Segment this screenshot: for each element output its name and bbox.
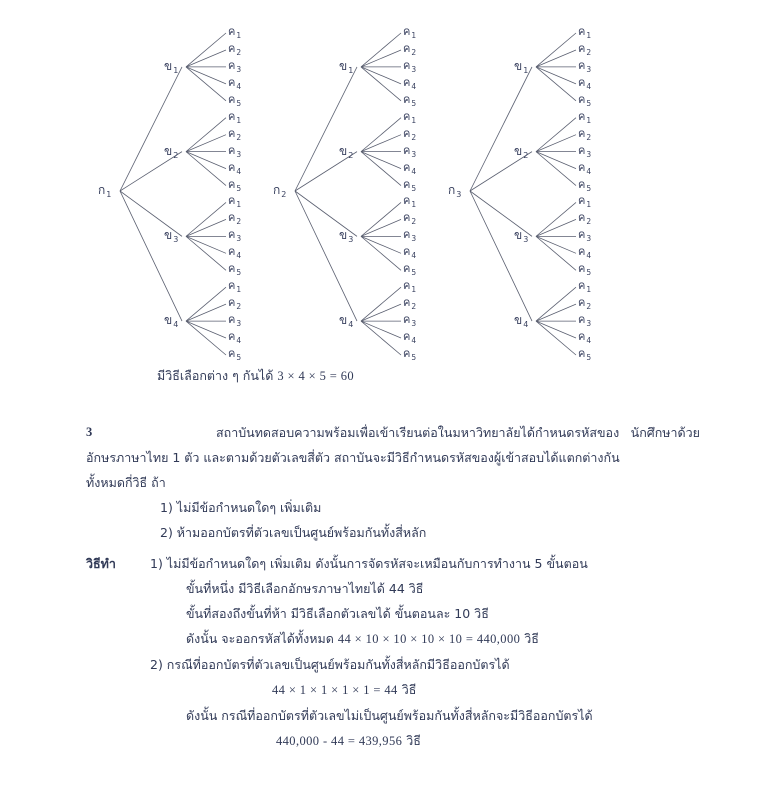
tree-1-leaf-label-2-5: ค$_5$	[228, 177, 242, 193]
tree-1-leaf-label-3-2: ค$_2$	[228, 211, 242, 227]
tree-1-leaf-label-4-3: ค$_3$	[228, 313, 242, 329]
tree-3-leaf-label-4-3: ค$_3$	[578, 313, 592, 329]
tree-2-leaf-label-4-1: ค$_1$	[403, 279, 417, 295]
tree-2-leaf-label-3-1: ค$_1$	[403, 194, 417, 210]
tree-2-leaf-label-2-5: ค$_5$	[403, 177, 417, 193]
tree-1-mid-label-2: ข$_2$	[164, 143, 179, 160]
document-body	[0, 420, 768, 754]
solution-case2-result-math: 440,000 - 44 = 439,956	[276, 734, 403, 748]
tree-2-mid-label-1: ข$_1$	[339, 58, 354, 75]
tree-diagram-svg	[0, 0, 768, 360]
tree-diagram-area	[0, 0, 768, 360]
tree-1-leaf-label-1-3: ค$_3$	[228, 58, 242, 74]
tree-1-leaf-label-1-4: ค$_4$	[228, 75, 242, 91]
question-line-3: ทั้งหมดกี่วิธี ถ้า	[86, 475, 166, 490]
tree-2-leaf-label-1-1: ค$_1$	[403, 25, 417, 40]
tree-3-leaf-label-1-1: ค$_1$	[578, 25, 592, 40]
tree-2-leaf-label-4-5: ค$_5$	[403, 347, 417, 362]
tree-1-root-label: ก$_1$	[98, 183, 112, 199]
tree-3-root-label: ก$_3$	[448, 183, 462, 199]
diagram-caption-text: มีวิธีเลือกต่าง ๆ กันได้	[157, 368, 274, 383]
tree-2-leaf-label-1-5: ค$_5$	[403, 92, 417, 108]
tree-1-leaf-label-3-4: ค$_4$	[228, 245, 242, 261]
tree-1-leaf-label-1-1: ค$_1$	[228, 25, 242, 40]
tree-1-leaf-label-2-1: ค$_1$	[228, 109, 242, 125]
tree-1-mid-label-3: ข$_3$	[164, 228, 179, 245]
tree-2-leaf-label-2-4: ค$_4$	[403, 160, 417, 176]
tree-3-mid-label-2: ข$_2$	[514, 143, 529, 160]
solution-case2-head: 2) กรณีที่ออกบัตรที่ตัวเลขเป็นศูนย์พร้อมกันทั้งสี่หลักมีวิธีออกบัตรได้	[150, 657, 510, 672]
tree-3-leaf-label-2-1: ค$_1$	[578, 109, 592, 125]
tree-3-leaf-label-1-2: ค$_2$	[578, 41, 592, 57]
tree-1-leaf-label-4-4: ค$_4$	[228, 330, 242, 346]
tree-2-leaf-label-4-4: ค$_4$	[403, 330, 417, 346]
tree-3-leaf-label-2-4: ค$_4$	[578, 160, 592, 176]
tree-2-leaf-label-2-2: ค$_2$	[403, 126, 417, 142]
tree-2-mid-label-2: ข$_2$	[339, 143, 354, 160]
tree-2-leaf-label-1-4: ค$_4$	[403, 75, 417, 91]
tree-2-mid-label-4: ข$_4$	[339, 313, 354, 330]
solution-case1-step2: ขั้นที่สองถึงขั้นที่ห้า มีวิธีเลือกตัวเลขได้ ขั้นตอนละ 10 วิธี	[186, 606, 489, 621]
tree-1-leaf-label-1-5: ค$_5$	[228, 92, 242, 108]
tree-3-mid-label-1: ข$_1$	[514, 58, 529, 75]
tree-1-leaf-label-2-4: ค$_4$	[228, 160, 242, 176]
diagram-caption-math: 3 × 4 × 5 = 60	[277, 369, 355, 383]
tree-3-leaf-label-1-4: ค$_4$	[578, 75, 592, 91]
tree-3-mid-label-3: ข$_3$	[514, 228, 529, 245]
solution-block	[0, 551, 768, 754]
solution-case2-math	[0, 677, 768, 703]
tree-2-leaf-label-3-2: ค$_2$	[403, 211, 417, 227]
tree-2-leaf-label-3-5: ค$_5$	[403, 262, 417, 278]
solution-case1-head: 1) ไม่มีข้อกำหนดใดๆ เพิ่มเติม ดังนั้นการจัดรหัสจะเหมือนกับการทำงาน 5 ขั้นตอน	[150, 556, 588, 571]
tree-1-leaf-label-4-1: ค$_1$	[228, 279, 242, 295]
tree-3-leaf-label-4-5: ค$_5$	[578, 347, 592, 362]
tree-3-leaf-label-4-2: ค$_2$	[578, 296, 592, 312]
tree-3-leaf-label-3-2: ค$_2$	[578, 211, 592, 227]
solution-case1-total-prefix: ดังนั้น จะออกรหัสได้ทั้งหมด	[186, 631, 334, 646]
question-block	[0, 420, 768, 445]
tree-3-leaf-label-4-1: ค$_1$	[578, 279, 592, 295]
tree-3-leaf-label-1-5: ค$_5$	[578, 92, 592, 108]
tree-3-leaf-label-2-5: ค$_5$	[578, 177, 592, 193]
tree-1-leaf-label-2-3: ค$_3$	[228, 143, 242, 159]
solution-case1-total-unit: วิธี	[524, 631, 539, 646]
tree-1-leaf-label-4-5: ค$_5$	[228, 347, 242, 362]
tree-2-leaf-label-4-2: ค$_2$	[403, 296, 417, 312]
question-line-1-right: นักศึกษาด้วย	[630, 425, 700, 440]
solution-case2-result-unit: วิธี	[406, 733, 421, 748]
solution-case2-math-unit: วิธี	[401, 682, 417, 697]
tree-1-leaf-label-2-2: ค$_2$	[228, 126, 242, 142]
tree-3-leaf-label-2-2: ค$_2$	[578, 126, 592, 142]
tree-2-leaf-label-1-2: ค$_2$	[403, 41, 417, 57]
question-number: 3	[86, 425, 93, 439]
tree-1-mid-label-1: ข$_1$	[164, 58, 179, 75]
condition-item-1: 1) ไม่มีข้อกำหนดใดๆ เพิ่มเติม	[160, 500, 322, 515]
tree-2-leaf-label-2-1: ค$_1$	[403, 109, 417, 125]
tree-3-leaf-label-4-4: ค$_4$	[578, 330, 592, 346]
tree-1-mid-label-4: ข$_4$	[164, 313, 179, 330]
solution-case1-total-math: 44 × 10 × 10 × 10 × 10 = 440,000	[337, 632, 521, 646]
tree-1-leaf-label-1-2: ค$_2$	[228, 41, 242, 57]
diagram-caption	[157, 366, 354, 386]
tree-2-leaf-label-2-3: ค$_3$	[403, 143, 417, 159]
tree-3-mid-label-4: ข$_4$	[514, 313, 529, 330]
solution-case2-conclusion: ดังนั้น กรณีที่ออกบัตรที่ตัวเลขไม่เป็นศูนย์พร้อมกันทั้งสี่หลักจะมีวิธีออกบัตรได้	[186, 708, 593, 723]
tree-2-mid-label-3: ข$_3$	[339, 228, 354, 245]
tree-2-root-label: ก$_2$	[273, 183, 287, 199]
solution-case1-step1: ขั้นที่หนึ่ง มีวิธีเลือกอักษรภาษาไทยได้ 44 วิธี	[186, 581, 424, 596]
question-line-2: อักษรภาษาไทย 1 ตัว และตามด้วยตัวเลขสี่ตัว สถาบันจะมีวิธีกำหนดรหัสของผู้เข้าสอบได้แตกต่างกัน	[86, 450, 620, 465]
solution-case2-result	[0, 728, 768, 754]
tree-3-leaf-label-1-3: ค$_3$	[578, 58, 592, 74]
tree-2-leaf-label-3-4: ค$_4$	[403, 245, 417, 261]
tree-3-leaf-label-3-4: ค$_4$	[578, 245, 592, 261]
solution-label: วิธีทำ	[86, 556, 116, 571]
solution-case2-math-expr: 44 × 1 × 1 × 1 × 1 = 44	[272, 683, 398, 697]
tree-1-leaf-label-4-2: ค$_2$	[228, 296, 242, 312]
tree-3-leaf-label-3-1: ค$_1$	[578, 194, 592, 210]
question-line-1	[86, 420, 700, 445]
tree-1-leaf-label-3-1: ค$_1$	[228, 194, 242, 210]
tree-3-leaf-label-3-5: ค$_5$	[578, 262, 592, 278]
tree-1-leaf-label-3-5: ค$_5$	[228, 262, 242, 278]
tree-1-leaf-label-3-3: ค$_3$	[228, 228, 242, 244]
condition-item-2: 2) ห้ามออกบัตรที่ตัวเลขเป็นศูนย์พร้อมกันทั้งสี่หลัก	[160, 525, 427, 540]
tree-2-leaf-label-3-3: ค$_3$	[403, 228, 417, 244]
tree-2-leaf-label-4-3: ค$_3$	[403, 313, 417, 329]
tree-3-leaf-label-3-3: ค$_3$	[578, 228, 592, 244]
solution-case1-total	[0, 626, 768, 652]
tree-3-leaf-label-2-3: ค$_3$	[578, 143, 592, 159]
question-line-1-left: สถาบันทดสอบความพร้อมเพื่อเข้าเรียนต่อในมหาวิทยาลัยได้กำหนดรหัสของ	[216, 425, 620, 440]
tree-2-leaf-label-1-3: ค$_3$	[403, 58, 417, 74]
